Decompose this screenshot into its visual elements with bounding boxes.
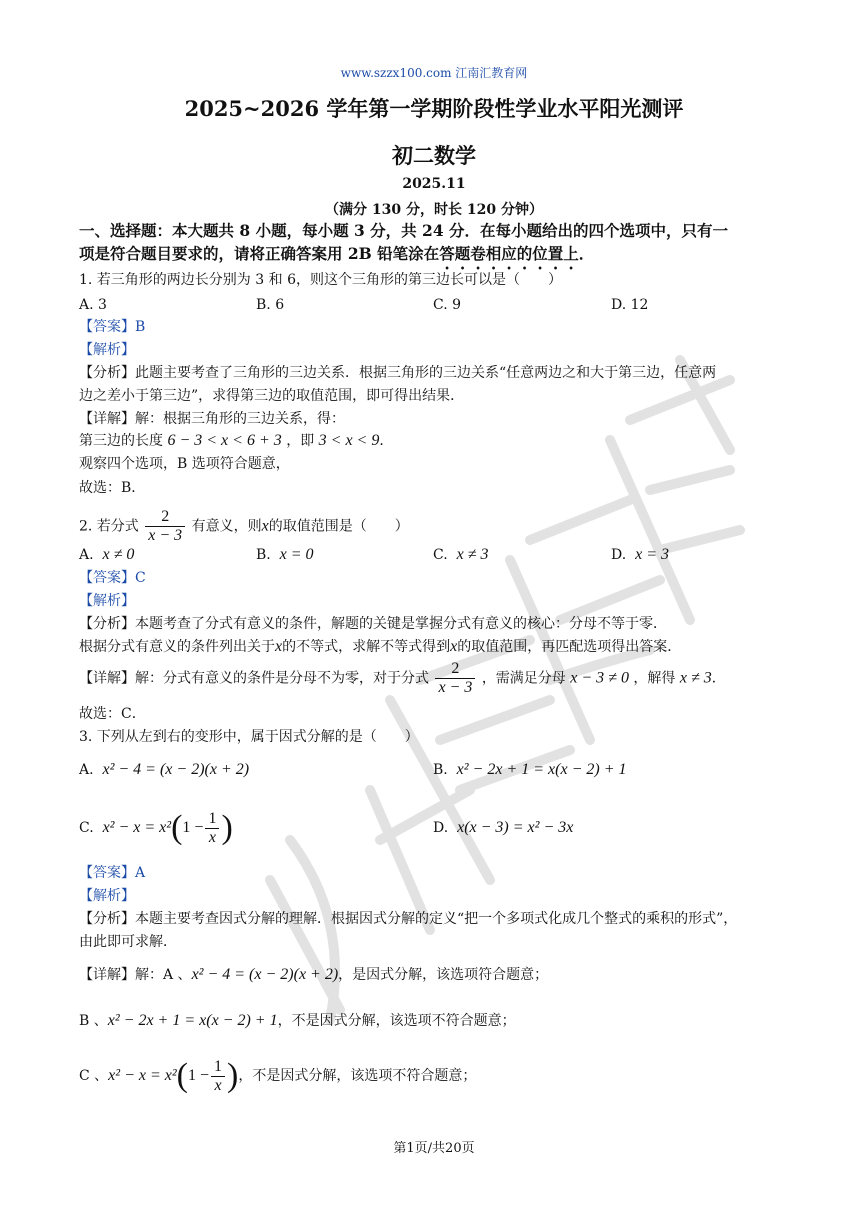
q3-xj-b-prefix: B 、: [79, 1013, 108, 1029]
q2-option-b-label: B.: [256, 547, 271, 563]
q2-xiangjie-text-b: ，需满足分母: [481, 670, 566, 687]
q3-option-c-one: 1 −: [182, 819, 204, 836]
q2-xiangjie-fraction: [435, 660, 475, 697]
q3-option-b: [433, 760, 627, 780]
q3-option-d: [433, 818, 573, 838]
q3-option-d-label: D.: [433, 820, 449, 836]
q2-xj-frac-num: 2: [435, 660, 475, 679]
q2-xiangjie: [79, 660, 726, 697]
q2-fenxi-var-2: x: [450, 638, 458, 655]
section-heading-emphasis: 答题卷相应的位置上: [439, 244, 579, 263]
q1-text-a: 第三边的长度: [79, 433, 163, 449]
q3-option-c-fraction: [205, 810, 219, 847]
q3-option-a: [79, 760, 249, 780]
q2-xiangjie-math-2: x ≠ 3: [679, 669, 712, 687]
q2-xiangjie-math-1: x − 3 ≠ 0: [570, 669, 629, 687]
q2-xiangjie-text-a: 【详解】解：分式有意义的条件是分母不为零，对于分式: [79, 670, 429, 687]
q3-xj-b-suffix: ，不是因式分解，该选项不符合题意；: [277, 1013, 516, 1029]
exam-date: 2025.11: [402, 176, 466, 192]
q3-xiangjie-a: [79, 965, 548, 985]
q2-stem-text-a: 2. 若分式: [79, 518, 139, 535]
q3-xj-a-suffix: ，是因式分解，该选项符合题意；: [338, 967, 549, 983]
q2-fenxi-line1: 【分析】本题考查了分式有意义的条件，解题的关键是掌握分式有意义的核心：分母不等于零．: [79, 616, 667, 632]
q3-xj-c-paren-close: ): [227, 1057, 239, 1094]
q3-fenxi-line1: 【分析】本题主要考查因式分解的理解．根据因式分解的定义“把一个多项式化成几个整式的乘积的形式”，: [79, 911, 738, 927]
q3-xj-a-prefix: 【详解】解：A 、: [79, 967, 192, 983]
exam-title: 2025~2026 学年第一学期阶段性学业水平阳光测评: [184, 96, 684, 121]
q2-fenxi-text-a: 根据分式有意义的条件列出关于: [79, 639, 275, 655]
q1-text-c: ．: [379, 433, 394, 449]
q2-fenxi-text-b: 的不等式，求解不等式得到: [282, 639, 451, 655]
q3-option-a-label: A.: [79, 762, 94, 778]
q3-option-b-math: x² − 2x + 1 = x(x − 2) + 1: [456, 761, 627, 778]
q2-option-c: [433, 545, 488, 565]
q2-frac-den: x − 3: [148, 527, 183, 544]
q3-xiangjie-c: [79, 1056, 476, 1096]
q1-option-a: A. 3: [79, 297, 107, 313]
q2-option-d: [611, 545, 669, 565]
q2-stem-text-b: 有意义，则: [191, 518, 262, 535]
q2-fenxi-var-1: x: [275, 638, 283, 655]
q2-option-d-label: D.: [611, 547, 627, 563]
section-heading-line1: 一、选择题：本大题共 8 小题，每小题 3 分，共 24 分．在每小题给出的四个选项中，只有一: [79, 221, 729, 240]
section-heading-end: ．: [578, 244, 595, 263]
q3-option-d-math: x(x − 3) = x² − 3x: [457, 819, 574, 836]
q3-option-c-math: x² − x = x²: [102, 819, 172, 836]
q3-xj-c-fraction: [211, 1058, 225, 1095]
q1-option-c: C. 9: [433, 297, 462, 313]
q2-option-c-math: x ≠ 3: [456, 546, 489, 563]
q2-answer: 【答案】C: [79, 570, 146, 586]
q2-xiangjie-text-c: ，解得: [633, 670, 676, 687]
q3-xj-b-math: x² − 2x + 1 = x(x − 2) + 1: [107, 1012, 278, 1029]
q3-option-c-paren-close: ): [221, 809, 233, 846]
q2-analysis-tag: 【解析】: [79, 593, 135, 609]
q1-stem: 1. 若三角形的两边长分别为 3 和 6，则这个三角形的第三边长可以是（ ）: [79, 272, 562, 288]
q3-option-c-label: C.: [79, 820, 94, 836]
q3-xj-c-paren-open: (: [176, 1057, 188, 1094]
page-footer: 第1页/共20页: [393, 1141, 475, 1156]
q1-fenxi-line2: 边之差小于第三边”，求得第三边的取值范围，即可得出结果．: [79, 388, 465, 404]
q3-xiangjie-b: [79, 1011, 516, 1031]
q1-option-d: D. 12: [611, 297, 649, 313]
q1-inequality-1: 6 − 3 < x < 6 + 3: [167, 432, 282, 449]
q1-xiangjie-line3: 观察四个选项，B 选项符合题意，: [79, 456, 290, 472]
q2-xiangjie-text-d: ．: [711, 670, 726, 687]
q2-option-a-label: A.: [79, 547, 94, 563]
q1-conclusion: 故选：B．: [79, 480, 146, 496]
q1-fenxi-line1: 【分析】此题主要考查了三角形的三边关系．根据三角形的三边关系“任意两边之和大于第三边，任意两: [79, 365, 717, 381]
q3-answer: 【答案】A: [79, 865, 146, 881]
q2-stem: [79, 508, 409, 545]
q2-option-b-math: x = 0: [279, 546, 314, 563]
q1-xiangjie-line2: [79, 431, 393, 451]
q3-xj-c-prefix: C 、: [79, 1068, 109, 1084]
q3-xj-c-num: 1: [211, 1058, 225, 1077]
q2-option-a-math: x ≠ 0: [102, 546, 135, 563]
q2-xj-frac-den: x − 3: [438, 679, 473, 696]
q1-answer: 【答案】B: [79, 319, 146, 335]
q3-option-c-num: 1: [205, 810, 219, 829]
q1-option-b: B. 6: [256, 297, 285, 313]
q1-analysis-tag: 【解析】: [79, 342, 135, 358]
q2-stem-text-c: 的取值范围是（ ）: [268, 518, 409, 535]
q3-xj-a-math: x² − 4 = (x − 2)(x + 2): [191, 966, 339, 983]
q3-option-a-math: x² − 4 = (x − 2)(x + 2): [102, 761, 250, 778]
q2-fenxi-text-c: 的取值范围，再匹配选项得出答案．: [457, 639, 682, 655]
q3-option-b-label: B.: [433, 762, 448, 778]
q3-option-c-paren-open: (: [171, 809, 183, 846]
exam-subject: 初二数学: [392, 143, 476, 168]
q2-option-a: [79, 545, 134, 565]
q3-option-c-den: x: [208, 828, 216, 846]
q2-option-b: [256, 545, 314, 565]
q3-fenxi-line2: 由此即可求解．: [79, 934, 177, 950]
q2-option-d-math: x = 3: [635, 546, 669, 563]
q3-stem: 3. 下列从左到右的变形中，属于因式分解的是（ ）: [79, 729, 419, 745]
q2-fraction: [145, 508, 185, 545]
q2-conclusion: 故选：C．: [79, 706, 146, 722]
q1-inequality-2: 3 < x < 9: [318, 432, 380, 449]
q3-analysis-tag: 【解析】: [79, 888, 135, 904]
q2-fenxi-line2: [79, 637, 681, 657]
q3-option-c: [79, 808, 233, 848]
q2-stem-var: x: [261, 517, 269, 535]
site-header: www.szzx100.com 江南汇教育网: [340, 66, 528, 80]
q2-option-c-label: C.: [433, 547, 448, 563]
q3-xj-c-suffix: ，不是因式分解，该选项不符合题意；: [238, 1068, 477, 1084]
section-heading-text: 项是符合题目要求的，请将正确答案用 2B 铅笔涂在: [79, 244, 440, 263]
section-heading-line2: [79, 244, 594, 273]
q1-xiangjie-line1: 【详解】解：根据三角形的三边关系，得：: [79, 411, 345, 427]
q3-xj-c-den: x: [214, 1076, 222, 1094]
q3-xj-c-one: 1 −: [188, 1067, 210, 1084]
exam-score-info: （满分 130 分，时长 120 分钟）: [325, 202, 543, 218]
q1-text-b: ，即: [286, 433, 315, 449]
q2-frac-num: 2: [145, 508, 185, 527]
q3-xj-c-math: x² − x = x²: [108, 1067, 177, 1084]
